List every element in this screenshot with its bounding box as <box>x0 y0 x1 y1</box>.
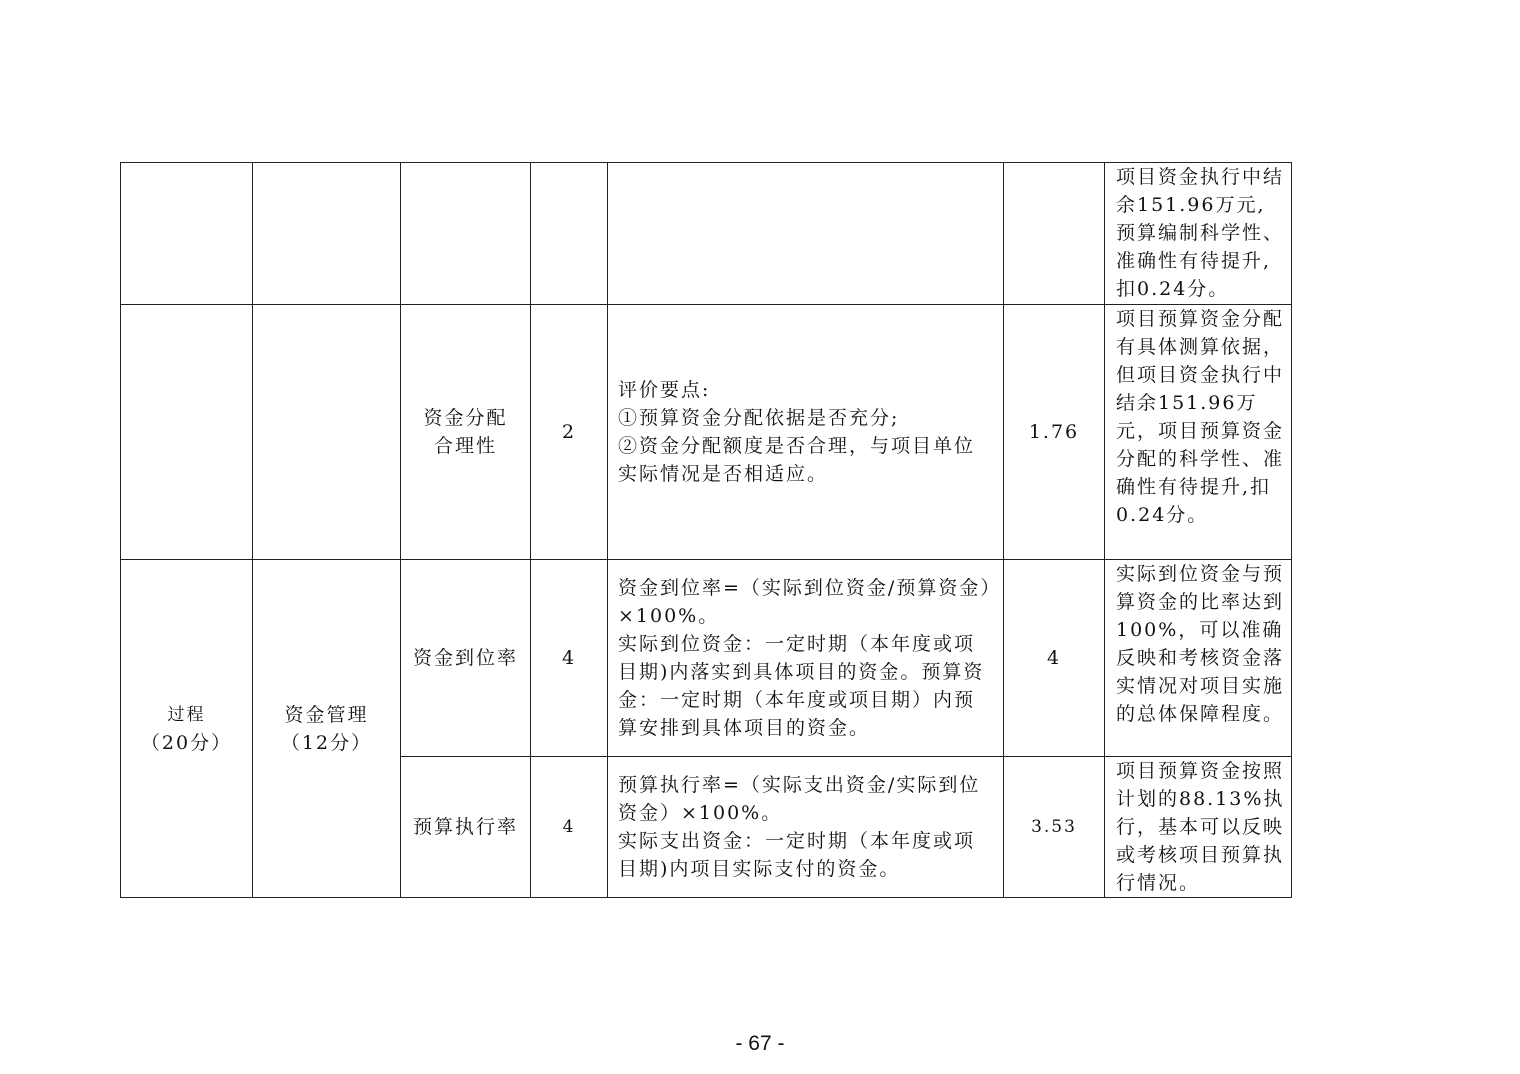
page-number: - 67 - <box>735 1032 785 1055</box>
criteria-line: 实际支出资金：一定时期（本年度或项目期)内项目实际支付的资金。 <box>618 830 976 880</box>
indicator-name-line1: 资金分配 <box>423 407 508 429</box>
level1-name: 过程 <box>167 704 206 725</box>
indicator-cell-empty <box>401 163 531 305</box>
weight-cell-empty <box>531 163 608 305</box>
level1-cell-empty <box>121 305 253 560</box>
table-row <box>121 163 1292 305</box>
level2-cell-empty <box>253 305 401 560</box>
score-cell-empty <box>1004 163 1105 305</box>
criteria-line: 实际到位资金：一定时期（本年度或项目期)内落实到具体项目的资金。预算资金：一定时期（本年度或项目期）内预算安排到具体项目的资金。 <box>618 633 985 739</box>
criteria-cell-empty <box>608 163 1004 305</box>
indicator-cell: 资金到位率 <box>401 560 531 757</box>
level1-points: （20分） <box>140 731 233 754</box>
criteria-cell <box>608 305 1004 560</box>
remark-cell: 项目预算资金按照计划的88.13%执行，基本可以反映或考核项目预算执行情况。 <box>1105 757 1292 898</box>
score-cell: 1.76 <box>1004 305 1105 560</box>
level2-indicator-cell <box>253 560 401 898</box>
criteria-cell <box>608 757 1004 898</box>
weight-cell: 4 <box>531 560 608 757</box>
criteria-line: ①预算资金分配依据是否充分; <box>618 407 900 429</box>
criteria-line: 预算执行率=（实际支出资金/实际到位资金）×100%。 <box>618 774 981 824</box>
level2-cell-empty <box>253 163 401 305</box>
score-cell: 4 <box>1004 560 1105 757</box>
criteria-line: 资金到位率=（实际到位资金/预算资金）×100%。 <box>618 577 992 627</box>
level2-points: （12分） <box>280 731 373 754</box>
criteria-cell <box>608 560 1004 757</box>
weight-cell: 4 <box>531 757 608 898</box>
table-row <box>121 560 1292 757</box>
criteria-line: 评价要点: <box>618 379 711 401</box>
level2-name: 资金管理 <box>284 703 369 726</box>
indicator-cell <box>401 305 531 560</box>
weight-cell: 2 <box>531 305 608 560</box>
remark-cell: 项目资金执行中结余151.96万元,预算编制科学性、准确性有待提升,扣0.24分。 <box>1105 163 1292 305</box>
remark-cell: 实际到位资金与预算资金的比率达到100%，可以准确反映和考核资金落实情况对项目实施的总体保障程度。 <box>1105 560 1292 757</box>
level1-cell-empty <box>121 163 253 305</box>
remark-cell: 项目预算资金分配有具体测算依据，但项目资金执行中结余151.96万元，项目预算资金分配的科学性、准确性有待提升,扣0.24分。 <box>1105 305 1292 560</box>
criteria-line: ②资金分配额度是否合理，与项目单位实际情况是否相适应。 <box>618 435 976 485</box>
evaluation-table <box>120 162 1292 898</box>
indicator-cell: 预算执行率 <box>401 757 531 898</box>
score-cell: 3.53 <box>1004 757 1105 898</box>
table-row <box>121 305 1292 560</box>
indicator-name-line2: 合理性 <box>433 435 497 457</box>
level1-indicator-cell <box>121 560 253 898</box>
